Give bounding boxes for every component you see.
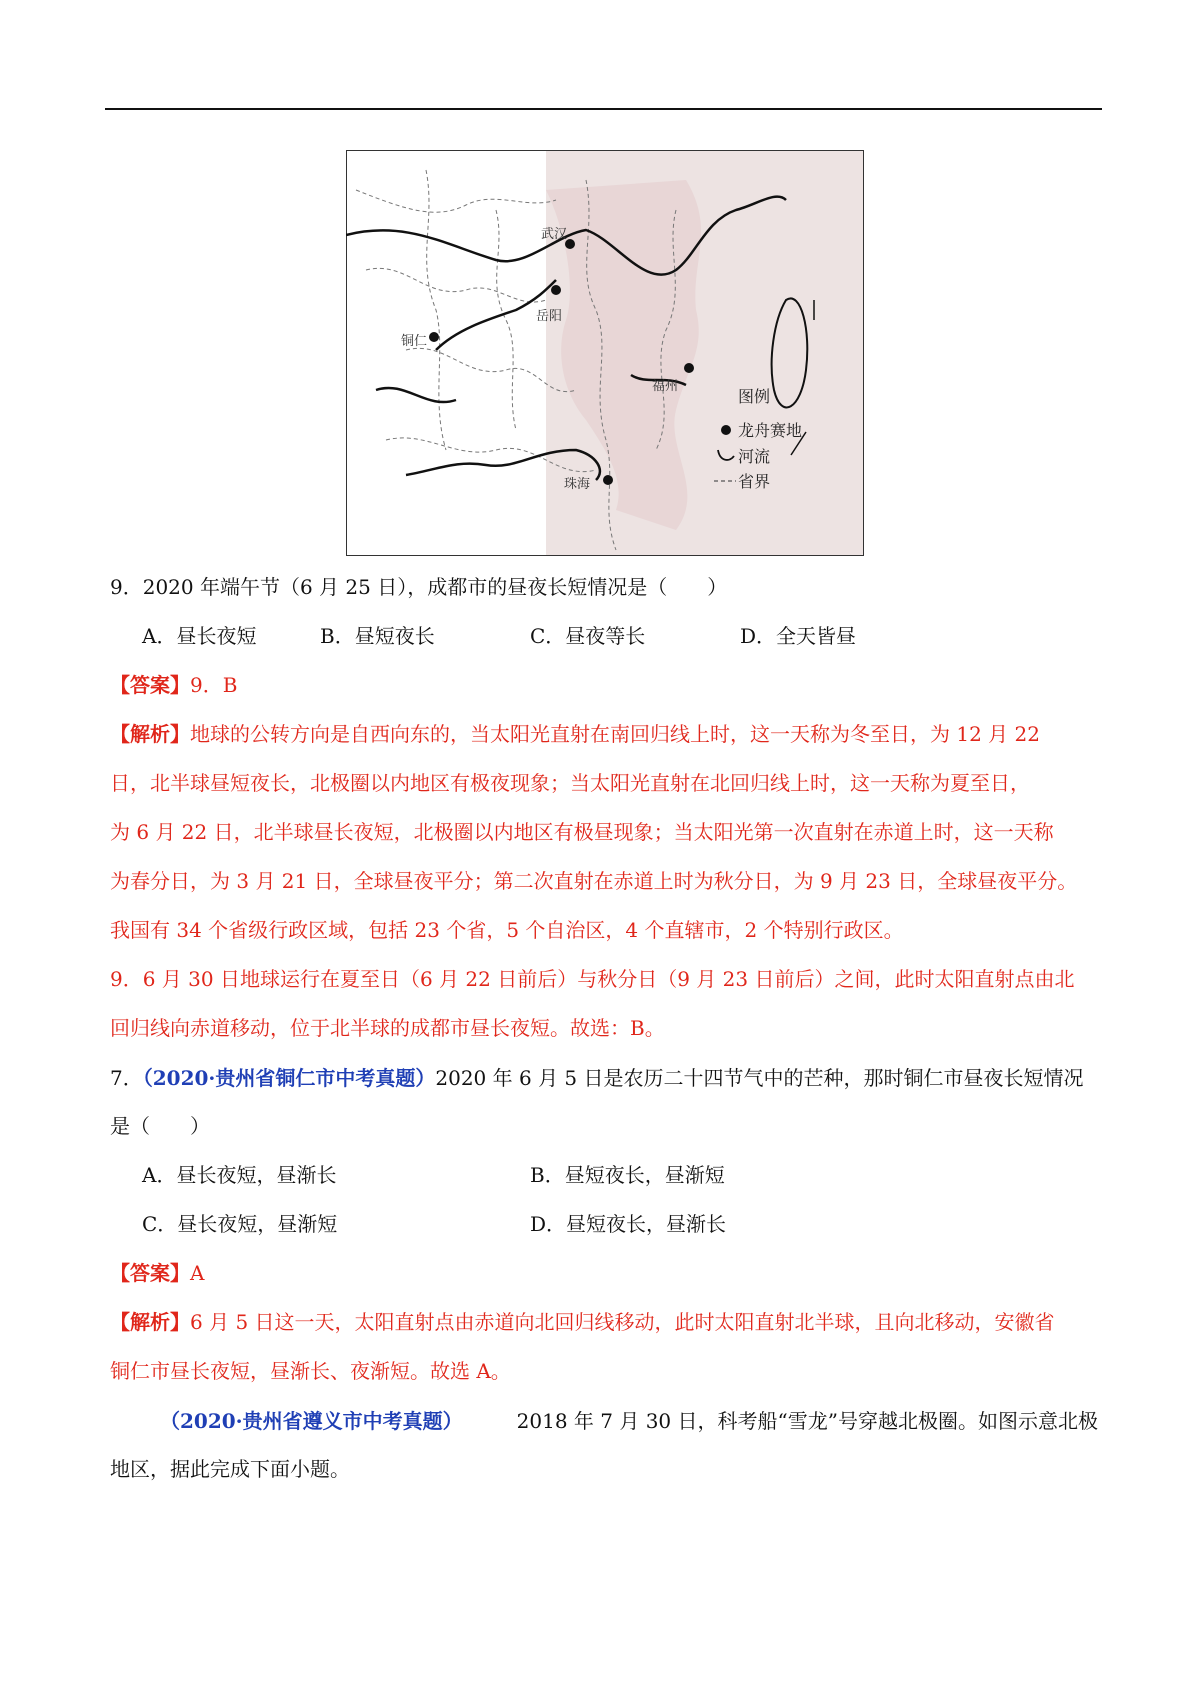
city-label: 武汉 (541, 227, 568, 242)
answer-text: A (190, 1261, 205, 1285)
q9-analysis-line (110, 717, 1040, 751)
q9-analysis-line: 为春分日，为 3 月 21 日，全球昼夜平分；第二次直射在赤道上时为秋分日，为 9 月 23 日，全球昼夜平分。 (110, 869, 1078, 893)
q7-analysis-line (110, 1305, 1055, 1339)
q9-analysis-line: 我国有 34 个省级行政区域，包括 23 个省，5 个自治区，4 个直辖市，2 个特别行政区。 (110, 918, 904, 942)
q7-answer (110, 1256, 204, 1290)
q7-stem (110, 1061, 1084, 1095)
q9-option-a: A．昼长夜短 (142, 624, 257, 648)
q7-stem-cont: 是（ ） (110, 1114, 210, 1138)
intro-line-cont: 地区，据此完成下面小题。 (110, 1457, 350, 1481)
city-label: 铜仁 (401, 334, 428, 349)
analysis-text: 6 月 5 日这一天，太阳直射点由赤道向北回归线移动，此时太阳直射北半球，且向北移动，安徽省 (190, 1310, 1055, 1334)
q9-analysis-line: 为 6 月 22 日，北半球昼长夜短，北极圈以内地区有极昼现象；当太阳光第一次直射在赤道上时，这一天称 (110, 820, 1054, 844)
q9-option-d: D．全天皆昼 (740, 624, 857, 648)
header-rule (105, 108, 1102, 110)
dragon-boat-map (346, 150, 864, 556)
q7-source: （2020·贵州省铜仁市中考真题） (142, 1066, 436, 1090)
q7-analysis-line: 铜仁市昼长夜短，昼渐长、夜渐短。故选 A。 (110, 1359, 511, 1383)
legend-item: 省界 (738, 472, 771, 491)
q9-analysis-line: 日，北半球昼短夜长，北极圈以内地区有极夜现象；当太阳光直射在北回归线上时，这一天称为夏至日， (110, 771, 1030, 795)
city-label: 岳阳 (536, 309, 563, 324)
q9-option-c: C．昼夜等长 (530, 624, 646, 648)
q7-option-b: B．昼短夜长，昼渐短 (530, 1163, 725, 1187)
q7-option-a: A．昼长夜短，昼渐长 (142, 1163, 337, 1187)
q7-number: 7． (110, 1066, 143, 1090)
analysis-tag: 【解析】 (110, 1310, 190, 1334)
city-label: 福州 (652, 379, 679, 394)
intro-source: （2020·贵州省遵义市中考真题） (160, 1409, 463, 1433)
q9-extra-line: 9．6 月 30 日地球运行在夏至日（6 月 22 日前后）与秋分日（9 月 23 日前后）之间，此时太阳直射点由北 (110, 967, 1075, 991)
q9-answer (110, 668, 237, 702)
answer-text: 9．B (190, 673, 238, 697)
legend-title: 图例 (738, 387, 771, 406)
answer-tag: 【答案】 (110, 673, 190, 697)
analysis-text: 地球的公转方向是自西向东的，当太阳光直射在南回归线上时，这一天称为冬至日，为 12 月 22 (190, 722, 1040, 746)
answer-tag: 【答案】 (110, 1261, 190, 1285)
intro-line (160, 1404, 1098, 1438)
q7-stem-text: 2020 年 6 月 5 日是农历二十四节气中的芒种，那时铜仁市昼夜长短情况 (435, 1066, 1084, 1090)
legend-item: 河流 (738, 447, 771, 466)
q9-stem: 9．2020 年端午节（6 月 25 日），成都市的昼夜长短情况是（ ） (110, 575, 728, 599)
legend-item: 龙舟赛地 (738, 421, 803, 440)
q9-option-b: B．昼短夜长 (320, 624, 435, 648)
q7-option-d: D．昼短夜长，昼渐长 (530, 1212, 727, 1236)
analysis-tag: 【解析】 (110, 722, 190, 746)
city-label: 珠海 (564, 477, 591, 492)
q9-extra-line: 回归线向赤道移动，位于北半球的成都市昼长夜短。故选：B。 (110, 1016, 665, 1040)
q7-option-c: C．昼长夜短，昼渐短 (142, 1212, 338, 1236)
intro-text: 2018 年 7 月 30 日，科考船“雪龙”号穿越北极圈。如图示意北极 (516, 1409, 1098, 1433)
